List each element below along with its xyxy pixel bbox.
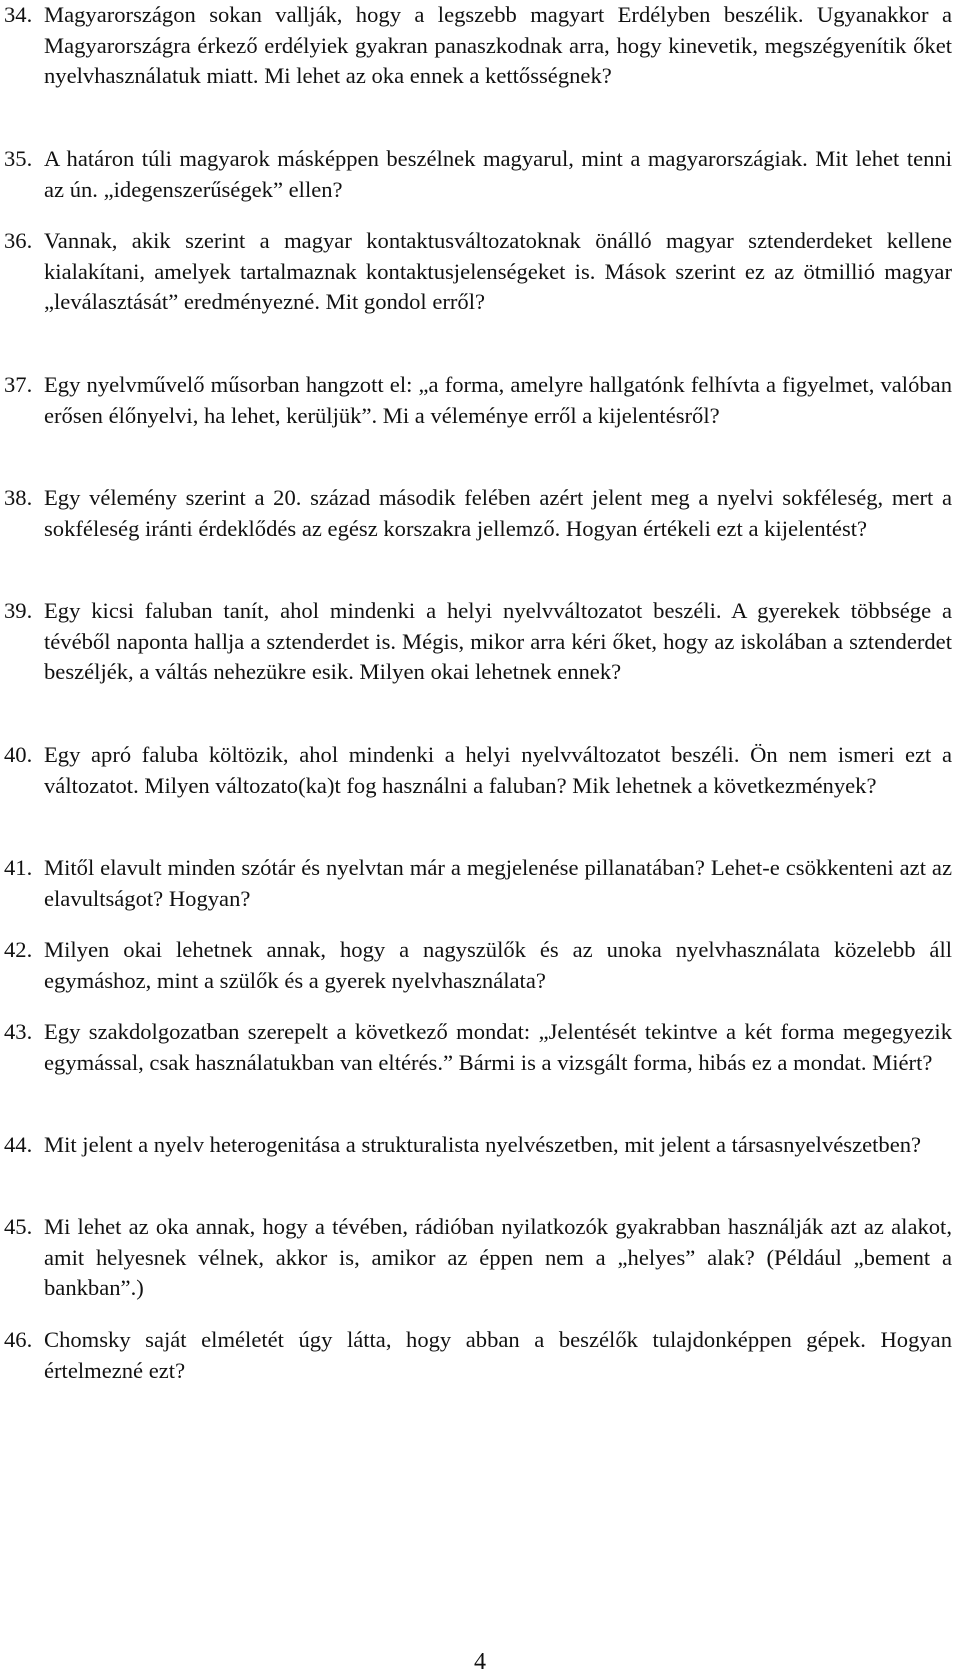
question-number: 40. — [4, 742, 33, 767]
question-number: 45. — [4, 1214, 33, 1239]
question-text: Egy kicsi faluban tanít, ahol mindenki a helyi nyelvváltozatot beszéli. A gyerekek többsége a tévéből naponta hallja a sztenderdet is. Mégis, mikor arra kéri őket, hogy az iskolában a sztenderdet beszéljék, a váltás nehezükre esik. Milyen okai lehetnek ennek? — [44, 598, 952, 684]
question-text: Vannak, akik szerint a magyar kontaktusváltozatoknak önálló magyar sztenderdeket kellene kialakítani, amelyek tartalmaznak kontaktusjelenségeket is. Mások szerint ez az ötmillió magyar „leválasztását” eredményezné. Mit gondol erről? — [44, 228, 952, 314]
question-text: Mitől elavult minden szótár és nyelvtan már a megjelenése pillanatában? Lehet-e csökkenteni azt az elavultságot? Hogyan? — [44, 855, 952, 911]
question-number: 35. — [4, 146, 33, 171]
question-number: 39. — [4, 598, 33, 623]
question-text: Magyarországon sokan vallják, hogy a legszebb magyart Erdélyben beszélik. Ugyanakkor a Magyarországra érkező erdélyiek gyakran panaszkodnak arra, hogy kinevetik, megszégyenítik őket nyelvhasználatuk miatt. Mi lehet az oka ennek a kettősségnek? — [44, 2, 952, 88]
question-text: Mit jelent a nyelv heterogenitása a strukturalista nyelvészetben, mit jelent a társasnyelvészetben? — [44, 1132, 922, 1157]
question-text: Chomsky saját elméletét úgy látta, hogy abban a beszélők tulajdonképpen gépek. Hogyan értelmezné ezt? — [44, 1327, 952, 1383]
question-number: 46. — [4, 1327, 33, 1352]
question-text: Milyen okai lehetnek annak, hogy a nagyszülők és az unoka nyelvhasználata közelebb áll egymáshoz, mint a szülők és a gyerek nyelvhasználata? — [44, 937, 952, 993]
question-number: 38. — [4, 485, 33, 510]
question-text: Egy szakdolgozatban szerepelt a következő mondat: „Jelentését tekintve a két forma megegyezik egymással, csak használatukban van eltérés.” Bármi is a vizsgált forma, hibás ez a mondat. Miért? — [44, 1019, 952, 1075]
question-number: 34. — [4, 2, 33, 27]
question-text: Egy nyelvművelő műsorban hangzott el: „a forma, amelyre hallgatónk felhívta a figyelmet, valóban erősen élőnyelvi, ha lehet, kerüljük”. Mi a véleménye erről a kijelentésről? — [44, 372, 952, 428]
question-number: 42. — [4, 937, 33, 962]
question-number: 37. — [4, 372, 33, 397]
question-text: Egy apró faluba költözik, ahol mindenki a helyi nyelvváltozatot beszéli. Ön nem ismeri ezt a változatot. Milyen változato(ka)t fog használni a faluban? Mik lehetnek a következmények? — [44, 742, 952, 798]
question-number: 41. — [4, 855, 33, 880]
page-number: 4 — [474, 1649, 486, 1675]
question-text: Mi lehet az oka annak, hogy a tévében, rádióban nyilatkozók gyakrabban használják azt az alakot, amit helyesnek vélnek, akkor is, amikor az éppen nem a „helyes” alak? (Például „bement a bankban”.) — [44, 1214, 952, 1300]
question-number: 36. — [4, 228, 33, 253]
question-number: 44. — [4, 1132, 33, 1157]
question-text: Egy vélemény szerint a 20. század második felében azért jelent meg a nyelvi sokféleség, mert a sokféleség iránti érdeklődés az egész korszakra jellemző. Hogyan értékeli ezt a kijelentést? — [44, 485, 952, 541]
question-text: A határon túli magyarok másképpen beszélnek magyarul, mint a magyarországiak. Mit lehet tenni az ún. „idegenszerűségek” ellen? — [44, 146, 952, 202]
question-number: 43. — [4, 1019, 33, 1044]
